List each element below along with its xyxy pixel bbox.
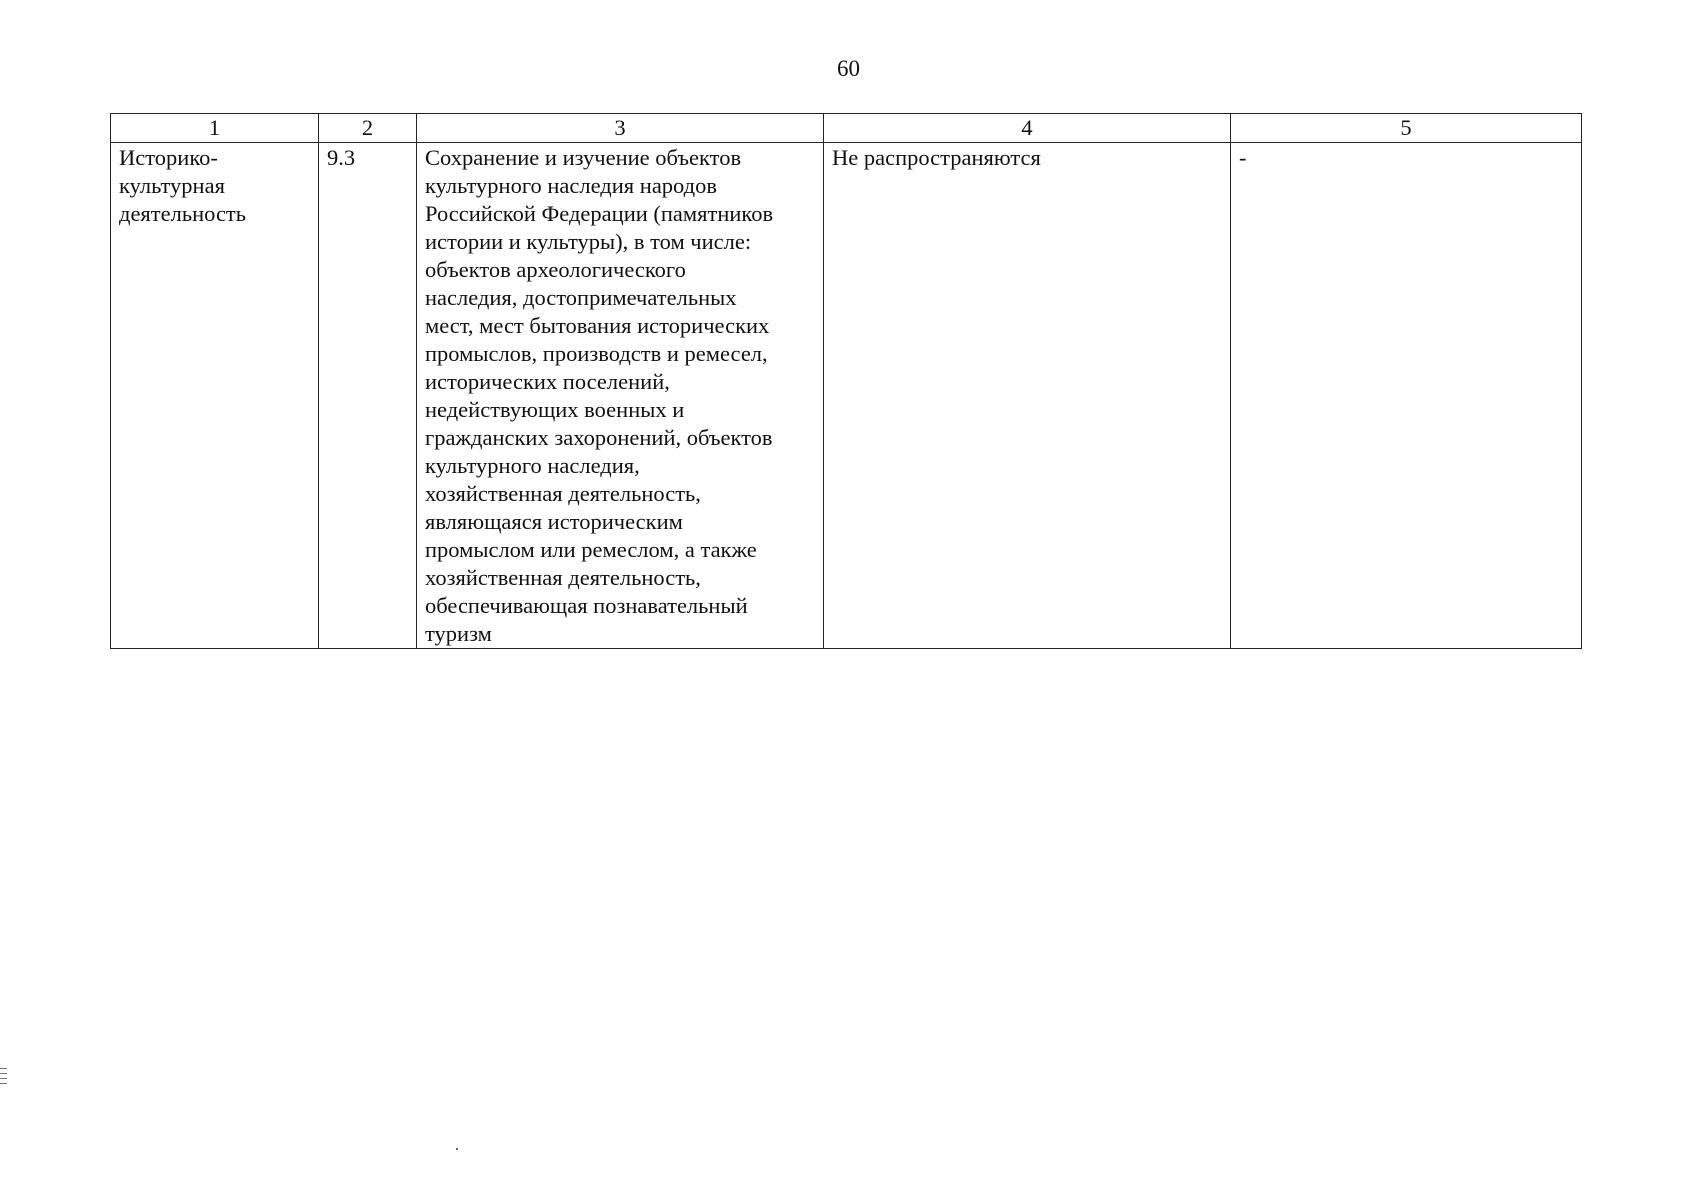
use-type-text: Историко- культурная деятельность — [119, 145, 247, 226]
table-header — [111, 114, 1582, 143]
scan-speck — [456, 1148, 458, 1150]
code-text: 9.3 — [327, 145, 356, 170]
page-number: 60 — [837, 56, 860, 81]
description-text: Сохранение и изучение объектов культурного наследия народов Российской Федерации (памятников истории и культуры), в том числе: объектов археологического наследия, достопримечательных мест, мест бытования исторических промыслов, производств и ремесел, исторических поселений, недействующих военных и гражданских захоронений, объектов культурного наследия, хозяйственная деятельность, являющаяся историческим промыслом или ремеслом, а также хозяйственная деятельность, обеспечивающая познавательный туризм — [425, 145, 774, 646]
column-header-4: 4 — [824, 114, 1231, 143]
cell-description — [417, 143, 824, 649]
cell-restrictions — [1231, 143, 1582, 649]
cell-use-type — [111, 143, 319, 649]
scan-mark-line — [0, 1083, 7, 1084]
column-header-3: 3 — [417, 114, 824, 143]
cell-parameters — [824, 143, 1231, 649]
cell-code — [319, 143, 417, 649]
regulations-table — [110, 113, 1582, 649]
scan-mark-line — [0, 1068, 7, 1069]
parameters-text: Не распространяются — [832, 145, 1041, 170]
column-header-1: 1 — [111, 114, 319, 143]
table-row — [111, 143, 1582, 649]
table-body — [111, 143, 1582, 649]
scan-mark-line — [0, 1078, 7, 1079]
column-header-2: 2 — [319, 114, 417, 143]
header-row — [111, 114, 1582, 143]
column-header-5: 5 — [1231, 114, 1582, 143]
scan-mark-line — [0, 1073, 7, 1074]
scan-marks — [0, 1068, 8, 1098]
restrictions-text: - — [1239, 145, 1247, 170]
